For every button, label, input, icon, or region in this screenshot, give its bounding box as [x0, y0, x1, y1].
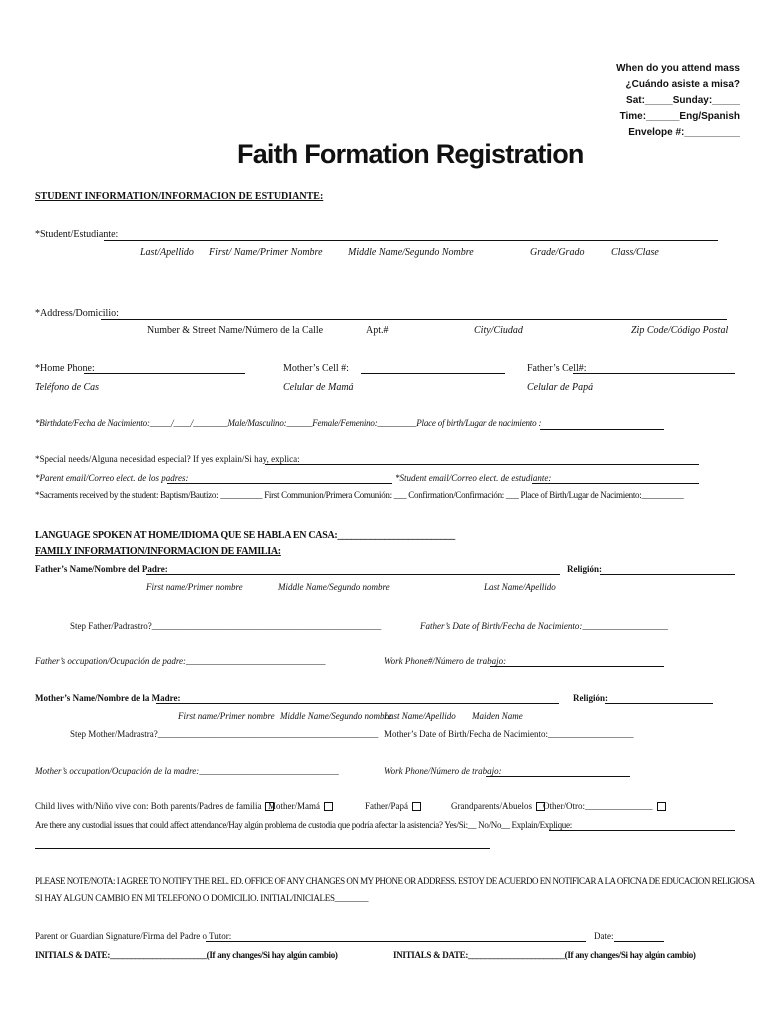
- father-name-label: Father’s Name/Nombre del Padre:: [35, 564, 168, 574]
- lives-with-father-option[interactable]: [365, 801, 421, 811]
- lives-with-father-label: Father/Papá: [365, 801, 408, 811]
- step-father-field[interactable]: Step Father/Padrastro?___________________________________________________: [70, 621, 382, 631]
- name-part-class: Class/Clase: [611, 247, 659, 258]
- mother-religion-label: Religión:: [573, 693, 608, 703]
- sacraments-field[interactable]: *Sacraments received by the student: Baptism/Bautizo: __________ First Communion/Primera Comunión: ___ Confirmation/Confirmación: ___ Place of Birth/Lugar de Nacimiento:__________: [35, 490, 684, 500]
- custodial-explain-line[interactable]: [549, 830, 735, 831]
- father-cell-es: Celular de Papá: [527, 382, 594, 393]
- lives-with-mother-option[interactable]: [268, 801, 333, 811]
- special-needs-line[interactable]: [265, 464, 699, 465]
- mass-question-en: When do you attend mass: [616, 63, 740, 74]
- lives-with-mother-label: Mother/Mamá: [268, 801, 320, 811]
- address-label: *Address/Domicilio:: [35, 308, 119, 319]
- signature-label: Parent or Guardian Signature/Firma del Padre o Tutor:: [35, 931, 232, 941]
- lives-with-other-label: Other/Otro:_______________: [543, 801, 653, 811]
- student-name-line[interactable]: [104, 240, 718, 241]
- father-work-phone-line[interactable]: [490, 666, 664, 667]
- father-religion-line[interactable]: [600, 574, 735, 575]
- language-field[interactable]: LANGUAGE SPOKEN AT HOME/IDIOMA QUE SE HABLA EN CASA:_________________________: [35, 530, 455, 541]
- lives-with-grandparents-option[interactable]: [451, 801, 545, 811]
- father-name-line[interactable]: [146, 574, 560, 575]
- father-occupation-field[interactable]: Father’s occupation/Ocupación de padre:_______________________________: [35, 656, 326, 666]
- student-email-line[interactable]: [532, 483, 699, 484]
- mother-religion-line[interactable]: [605, 703, 713, 704]
- step-mother-field[interactable]: Step Mother/Madrastra?_________________________________________________: [70, 729, 379, 739]
- address-part-city: City/Ciudad: [474, 325, 523, 336]
- home-phone-label: *Home Phone:: [35, 363, 95, 374]
- mother-part-last: Last Name/Apellido: [384, 711, 456, 721]
- mother-cell-es: Celular de Mamá: [283, 382, 354, 393]
- mother-part-maiden: Maiden Name: [472, 711, 523, 721]
- mother-dob-field[interactable]: Mother’s Date of Birth/Fecha de Nacimiento:___________________: [384, 729, 634, 739]
- parent-email-line[interactable]: [167, 483, 392, 484]
- father-part-first: First name/Primer nombre: [146, 582, 243, 592]
- father-checkbox[interactable]: [412, 802, 421, 811]
- custodial-issues-field[interactable]: Are there any custodial issues that could affect attendance/Hay algún problema de custodia que podría afectar la asistencia? Yes/Si:__ No/No__ Explain/Explique:: [35, 820, 572, 830]
- father-part-middle: Middle Name/Segundo nombre: [278, 582, 390, 592]
- mother-work-phone-label: Work Phone/Número de trabajo:: [384, 766, 502, 776]
- name-part-first: First/ Name/Primer Nombre: [209, 247, 323, 258]
- lives-with-both-label: Child lives with/Niño vive con: Both parents/Padres de familia: [35, 801, 262, 811]
- mass-sat-sunday-field[interactable]: Sat:_____Sunday:_____: [626, 95, 740, 106]
- mass-time-lang-field[interactable]: Time:______Eng/Spanish: [619, 111, 740, 122]
- mother-cell-label: Mother’s Cell #:: [283, 363, 349, 374]
- page-title: Faith Formation Registration: [237, 139, 584, 169]
- mass-info: [616, 61, 740, 141]
- father-cell-label: Father’s Cell#:: [527, 363, 587, 374]
- home-phone-line[interactable]: [84, 373, 245, 374]
- home-phone-es: Teléfono de Cas: [35, 382, 100, 393]
- other-checkbox[interactable]: [657, 802, 666, 811]
- lives-with-other-option[interactable]: [543, 801, 666, 811]
- birthplace-line[interactable]: [540, 429, 664, 430]
- note-line-2[interactable]: SI HAY ALGUN CAMBIO EN MI TELEFONO O DOMICILIO. INITIAL/INICIALES________: [35, 893, 369, 903]
- envelope-field[interactable]: Envelope #:__________: [628, 127, 740, 138]
- parent-email-label: *Parent email/Correo elect. de los padres:: [35, 473, 189, 483]
- father-part-last: Last Name/Apellido: [484, 582, 556, 592]
- address-part-zip: Zip Code/Código Postal: [631, 325, 729, 336]
- address-part-street: Number & Street Name/Número de la Calle: [147, 325, 324, 336]
- student-email-label: *Student email/Correo elect. de estudiante:: [395, 473, 552, 483]
- mother-checkbox[interactable]: [324, 802, 333, 811]
- signature-line[interactable]: [206, 941, 586, 942]
- name-part-middle: Middle Name/Segundo Nombre: [348, 247, 474, 258]
- name-part-last: Last/Apellido: [140, 247, 194, 258]
- date-label: Date:: [594, 931, 614, 941]
- mass-question-es: ¿Cuándo asiste a misa?: [625, 79, 740, 90]
- address-line[interactable]: [101, 319, 727, 320]
- mother-occupation-field[interactable]: Mother’s occupation/Ocupación de la madre:_______________________________: [35, 766, 339, 776]
- lives-with-row: [35, 801, 274, 811]
- lives-with-grandparents-label: Grandparents/Abuelos: [451, 801, 532, 811]
- father-work-phone-label: Work Phone#/Número de trabajo:: [384, 656, 507, 666]
- mother-part-first: First name/Primer nombre: [178, 711, 275, 721]
- initials-date-field-2[interactable]: INITIALS & DATE:_______________________(If any changes/Si hay algún cambio): [393, 950, 696, 960]
- father-dob-field[interactable]: Father’s Date of Birth/Fecha de Nacimiento:___________________: [420, 621, 668, 631]
- initials-date-field-1[interactable]: INITIALS & DATE:_______________________(If any changes/Si hay algún cambio): [35, 950, 338, 960]
- mother-name-line[interactable]: [156, 703, 559, 704]
- name-part-grade: Grade/Grado: [530, 247, 585, 258]
- student-section-header: STUDENT INFORMATION/INFORMACION DE ESTUDIANTE:: [35, 191, 324, 202]
- father-cell-line[interactable]: [573, 373, 735, 374]
- mother-part-middle: Middle Name/Segundo nombre: [280, 711, 392, 721]
- address-part-apt: Apt.#: [366, 325, 389, 336]
- family-section-header: FAMILY INFORMATION/INFORMACION DE FAMILIA:: [35, 546, 281, 557]
- mother-work-phone-line[interactable]: [486, 776, 630, 777]
- mother-cell-line[interactable]: [361, 373, 505, 374]
- special-needs-label: *Special needs/Alguna necesidad especial? If yes explain/Si hay, explica:: [35, 454, 300, 464]
- note-line-1: PLEASE NOTE/NOTA: I AGREE TO NOTIFY THE REL. ED. OFFICE OF ANY CHANGES ON MY PHONE OR ADDRESS. ESTOY DE ACUERDO EN NOTIFICAR A LA OFICNA DE EDUCACION RELIGIOSA: [35, 876, 755, 886]
- custodial-explain-line-2[interactable]: [35, 848, 490, 849]
- birthdate-field[interactable]: *Birthdate/Fecha de Nacimiento:_____/____/________Male/Masculino:______Female/Femenino:_________Place of birth/Lugar de nacimiento :: [35, 418, 542, 428]
- father-religion-label: Religión:: [567, 564, 602, 574]
- student-label: *Student/Estudiante:: [35, 229, 119, 240]
- mother-name-label: Mother’s Name/Nombre de la Madre:: [35, 693, 181, 703]
- date-line[interactable]: [614, 941, 664, 942]
